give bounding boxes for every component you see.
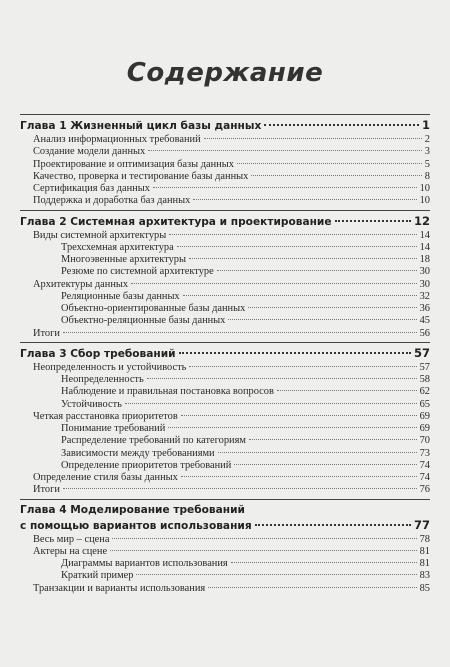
chapter-1: [20, 114, 430, 208]
dot-leader: [125, 403, 417, 404]
toc-entry[interactable]: [20, 159, 430, 171]
toc-entry[interactable]: [20, 195, 430, 207]
toc-subentry[interactable]: [20, 254, 430, 266]
dot-leader: [110, 550, 417, 551]
entry-text: Анализ информационных требований: [33, 134, 201, 145]
dot-leader: [251, 175, 421, 176]
entry-text: Краткий пример: [61, 570, 134, 582]
toc-entry[interactable]: [20, 472, 430, 484]
toc-entry[interactable]: [20, 484, 430, 496]
entry-page: 10: [419, 195, 430, 207]
dot-leader: [249, 439, 417, 440]
chapter-title: Глава 2 Системная архитектура и проектирование: [20, 215, 332, 228]
dot-leader: [168, 427, 416, 428]
entry-page: 56: [419, 327, 430, 339]
dot-leader: [255, 524, 411, 526]
toc-subentry[interactable]: [20, 435, 430, 447]
chapter-page: 1: [421, 118, 430, 132]
dot-leader: [264, 124, 419, 126]
entry-page: 62: [419, 386, 430, 398]
entry-text: Понимание требований: [61, 423, 166, 434]
entry-text: Диаграммы вариантов использования: [61, 558, 228, 569]
entry-text: Объектно-ориентированные базы данных: [61, 303, 246, 314]
toc-entry[interactable]: [20, 583, 430, 595]
dot-leader: [181, 476, 417, 477]
dot-leader: [228, 319, 416, 320]
dot-leader: [248, 307, 416, 308]
chapter-heading-line-2[interactable]: [20, 518, 430, 534]
chapter-4: [20, 499, 430, 595]
entry-text: Транзакции и варианты использования: [33, 582, 206, 594]
entry-text: Распределение требований по категориям: [61, 435, 246, 447]
entry-page: 58: [419, 374, 430, 385]
toc-subentry[interactable]: [20, 374, 430, 386]
chapter-heading[interactable]: [20, 214, 430, 230]
toc-entry[interactable]: [20, 328, 430, 340]
entry-page: 45: [419, 315, 430, 327]
chapter-2: [20, 210, 430, 340]
dot-leader: [183, 295, 417, 296]
entry-page: 81: [419, 558, 430, 569]
entry-text: Неопределенность: [61, 374, 144, 385]
entry-page: 36: [419, 303, 430, 314]
entry-page: 69: [419, 410, 430, 422]
dot-leader: [63, 332, 417, 333]
chapter-title: Глава 4 Моделирование требований: [20, 503, 245, 516]
entry-text: Резюме по системной архитектуре: [61, 266, 214, 278]
dot-leader: [217, 270, 417, 271]
entry-page: 74: [419, 459, 430, 471]
dot-leader: [63, 488, 417, 489]
toc-subentry[interactable]: [20, 399, 430, 411]
chapter-page: 57: [413, 345, 430, 360]
toc-subentry[interactable]: [20, 291, 430, 303]
entry-text: Проектирование и оптимизация базы данных: [33, 158, 234, 170]
entry-text: Весь мир – сцена: [33, 533, 110, 545]
page-title: Содержание: [126, 58, 324, 88]
chapter-page: 12: [413, 213, 430, 228]
chapter-heading[interactable]: [20, 346, 430, 362]
entry-text: Сертификация баз данных: [33, 183, 150, 194]
entry-page: 70: [419, 435, 430, 447]
entry-page: 32: [419, 290, 430, 302]
entry-page: 5: [424, 158, 430, 170]
toc-subentry[interactable]: [20, 448, 430, 460]
entry-page: 69: [419, 423, 430, 434]
entry-text: Итоги: [33, 484, 60, 496]
entry-page: 74: [419, 472, 430, 483]
toc-subentry[interactable]: [20, 242, 430, 254]
dot-leader: [189, 258, 417, 259]
entry-text: Зависимости между требованиями: [61, 447, 215, 459]
entry-page: 78: [419, 533, 430, 545]
entry-page: 30: [419, 278, 430, 290]
entry-page: 8: [424, 170, 430, 182]
entry-page: 14: [419, 229, 430, 241]
entry-text: Реляционные базы данных: [61, 290, 180, 302]
entry-page: 83: [419, 570, 430, 582]
entry-text: Наблюдение и правильная постановка вопросов: [61, 386, 274, 398]
toc-entry[interactable]: [20, 279, 430, 291]
toc-subentry[interactable]: [20, 303, 430, 315]
toc-entry[interactable]: [20, 411, 430, 423]
dot-leader: [193, 199, 416, 200]
chapter-title: Глава 1 Жизненный цикл базы данных: [20, 120, 262, 132]
entry-text: Виды системной архитектуры: [33, 229, 167, 241]
entry-text: Итоги: [33, 327, 60, 339]
entry-text: Многоэвенные архитектуры: [61, 254, 186, 265]
toc-entry[interactable]: [20, 362, 430, 374]
chapter-heading[interactable]: [20, 118, 430, 134]
chapter-title: Глава 3 Сбор требований: [20, 347, 176, 360]
entry-page: 18: [419, 254, 430, 265]
entry-text: Четкая расстановка приоритетов: [33, 410, 178, 422]
entry-page: 65: [419, 398, 430, 410]
dot-leader: [177, 246, 417, 247]
entry-page: 30: [419, 266, 430, 278]
entry-text: Определение приоритетов требований: [61, 459, 232, 471]
toc-subentry[interactable]: [20, 460, 430, 472]
entry-page: 85: [419, 582, 430, 594]
entry-page: 76: [419, 484, 430, 496]
dot-leader: [179, 352, 411, 354]
entry-text: Архитектуры данных: [33, 278, 129, 290]
entry-text: Поддержка и доработка баз данных: [33, 195, 191, 207]
dot-leader: [204, 138, 422, 139]
dot-leader: [234, 464, 416, 465]
dot-leader: [169, 234, 416, 235]
dot-leader: [335, 220, 411, 222]
chapter-page: 77: [413, 517, 430, 532]
toc-entry[interactable]: [20, 230, 430, 242]
toc-subentry[interactable]: [20, 386, 430, 398]
entry-text: Определение стиля базы данных: [33, 472, 178, 483]
toc-entry[interactable]: [20, 171, 430, 183]
chapter-3: [20, 342, 430, 497]
dot-leader: [136, 574, 416, 575]
dot-leader: [181, 415, 417, 416]
entry-page: 57: [419, 361, 430, 373]
toc-subentry[interactable]: [20, 266, 430, 278]
entry-text: Качество, проверка и тестирование базы данных: [33, 170, 249, 182]
dot-leader: [208, 587, 416, 588]
entry-page: 14: [419, 241, 430, 253]
toc-entry[interactable]: [20, 534, 430, 546]
entry-text: Трехсхемная архитектура: [61, 241, 174, 253]
entry-text: Объектно-реляционные базы данных: [61, 315, 226, 327]
dot-leader: [237, 163, 422, 164]
dot-leader: [153, 187, 417, 188]
dot-leader: [147, 378, 417, 379]
dot-leader: [218, 452, 417, 453]
entry-page: 10: [419, 183, 430, 194]
entry-text: Создание модели данных: [33, 146, 146, 158]
dot-leader: [112, 538, 416, 539]
entry-text: Неопределенность и устойчивость: [33, 361, 187, 373]
dot-leader: [277, 390, 417, 391]
entry-page: 2: [424, 134, 430, 145]
chapter-heading-line-1[interactable]: [20, 503, 430, 518]
entry-text: Устойчивость: [61, 398, 122, 410]
entry-page: 81: [419, 545, 430, 557]
entry-text: Актеры на сцене: [33, 545, 108, 557]
entry-page: 73: [419, 447, 430, 459]
toc-entry[interactable]: [20, 134, 430, 146]
dot-leader: [131, 283, 417, 284]
dot-leader: [189, 366, 416, 367]
toc-entry[interactable]: [20, 546, 430, 558]
table-of-contents: [20, 114, 430, 597]
toc-entry[interactable]: [20, 183, 430, 195]
dot-leader: [148, 150, 422, 151]
toc-subentry[interactable]: [20, 558, 430, 570]
dot-leader: [231, 562, 417, 563]
toc-subentry[interactable]: [20, 570, 430, 582]
toc-subentry[interactable]: [20, 423, 430, 435]
chapter-title-continued: с помощью вариантов использования: [20, 519, 252, 532]
toc-subentry[interactable]: [20, 315, 430, 327]
toc-entry[interactable]: [20, 146, 430, 158]
entry-page: 3: [424, 146, 430, 158]
